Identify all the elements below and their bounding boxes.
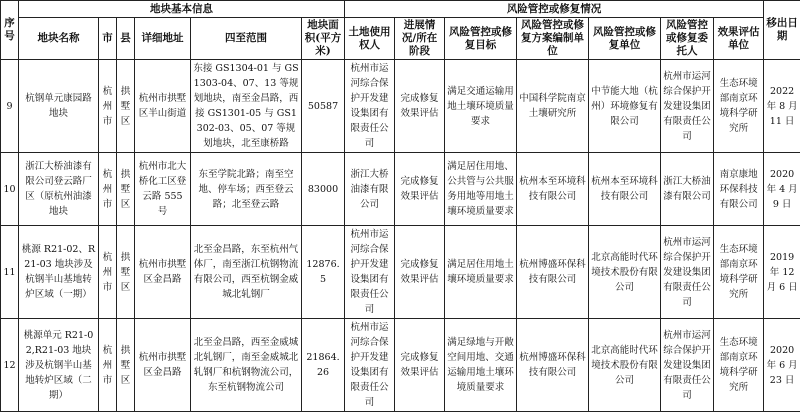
cell-county: 拱墅区	[117, 226, 135, 319]
header-county: 县	[117, 18, 135, 60]
cell-county: 拱墅区	[117, 60, 135, 153]
cell-plan-unit: 杭州博盛环保科技有限公司	[517, 319, 589, 412]
table-row	[1, 319, 800, 412]
cell-client: 杭州市运河综合保护开发建设集团有限责任公司	[661, 226, 714, 319]
cell-boundaries: 北至金昌路，东至杭州气体厂，南至浙江杭钢物流有限公司，西至杭钢金威城北轧钢厂	[191, 226, 302, 319]
header-client: 风险管控或修复委托人	[661, 18, 714, 60]
header-boundaries: 四至范围	[191, 18, 302, 60]
cell-area: 50587	[302, 60, 345, 153]
header-target: 风险管控或修复目标	[445, 18, 517, 60]
header-site-name: 地块名称	[19, 18, 99, 60]
cell-target: 满足交通运输用地土壤环境质量要求	[445, 60, 517, 153]
cell-land-user: 杭州市运河综合保护开发建设集团有限责任公司	[345, 60, 395, 153]
cell-city: 杭州市	[99, 319, 117, 412]
cell-area: 12876.5	[302, 226, 345, 319]
group-header-risk-control: 风险管控或修复情况	[345, 1, 764, 18]
cell-county: 拱墅区	[117, 319, 135, 412]
cell-client: 浙江大桥油漆有限公司	[661, 153, 714, 226]
cell-address: 杭州市拱墅区金昌路	[135, 319, 191, 412]
table-row	[1, 226, 800, 319]
cell-seq: 9	[1, 60, 19, 153]
cell-exec-unit: 北京高能时代环境技术股份有限公司	[589, 319, 661, 412]
header-land-user: 土地使用权人	[345, 18, 395, 60]
cell-site-name: 桃源 R21-02、R21-03 地块涉及杭钢半山基地转炉区域（一期）	[19, 226, 99, 319]
cell-area: 83000	[302, 153, 345, 226]
cell-eval-unit: 生态环境部南京环境科学研究所	[714, 60, 764, 153]
cell-address: 杭州市拱墅区金昌路	[135, 226, 191, 319]
cell-city: 杭州市	[99, 226, 117, 319]
cell-area: 21864.26	[302, 319, 345, 412]
cell-plan-unit: 杭州本至环境科技有限公司	[517, 153, 589, 226]
header-seq: 序号	[1, 1, 19, 60]
header-exec-unit: 风险管控或修复单位	[589, 18, 661, 60]
cell-plan-unit: 杭州博盛环保科技有限公司	[517, 226, 589, 319]
table-row	[1, 153, 800, 226]
cell-boundaries: 北至金昌路，西至金威城北轧钢厂，南至金威城北轧钢厂和杭钢物流公司，东至杭钢物流公司	[191, 319, 302, 412]
cell-boundaries: 东至学院北路；南至空地、停车场；西至登云路；北至登云路	[191, 153, 302, 226]
cell-exec-unit: 中节能大地（杭州）环境修复有限公司	[589, 60, 661, 153]
cell-removal-date: 2022 年 8 月 11 日	[764, 60, 800, 153]
cell-land-user: 杭州市运河综合保护开发建设集团有限责任公司	[345, 319, 395, 412]
cell-target: 满足居住用地、公共管与公共服务用地等用地土壤环境质量要求	[445, 153, 517, 226]
cell-removal-date: 2020 年 4 月 9 日	[764, 153, 800, 226]
header-progress-stage: 进展情况/所在阶段	[395, 18, 445, 60]
cell-site-name: 桃源单元 R21-02,R21-03 地块涉及杭钢半山基地转炉区域（二期）	[19, 319, 99, 412]
group-header-basic-info: 地块基本信息	[19, 1, 345, 18]
cell-progress-stage: 完成修复效果评估	[395, 226, 445, 319]
cell-boundaries: 东接 GS1304-01 与 GS1303-04、07、13 等规划地块，南至金昌路，西接 GS1301-05 与 GS1302-03、05、07 等规划地块，北至康桥路	[191, 60, 302, 153]
header-city: 市	[99, 18, 117, 60]
cell-progress-stage: 完成修复效果评估	[395, 319, 445, 412]
table-row	[1, 60, 800, 153]
cell-eval-unit: 生态环境部南京环境科学研究所	[714, 226, 764, 319]
cell-target: 满足居住用地土壤环境质量要求	[445, 226, 517, 319]
header-removal-date: 移出日期	[764, 1, 800, 60]
cell-county: 拱墅区	[117, 153, 135, 226]
cell-city: 杭州市	[99, 60, 117, 153]
cell-seq: 11	[1, 226, 19, 319]
cell-land-user: 杭州市运河综合保护开发建设集团有限责任公司	[345, 226, 395, 319]
cell-eval-unit: 南京康地环保科技有限公司	[714, 153, 764, 226]
header-eval-unit: 效果评估单位	[714, 18, 764, 60]
cell-progress-stage: 完成修复效果评估	[395, 60, 445, 153]
cell-eval-unit: 生态环境部南京环境科学研究所	[714, 319, 764, 412]
cell-client: 杭州市运河综合保护开发建设集团有限责任公司	[661, 60, 714, 153]
cell-address: 杭州市北大桥化工区登云路 555 号	[135, 153, 191, 226]
cell-address: 杭州市拱墅区半山街道	[135, 60, 191, 153]
cell-city: 杭州市	[99, 153, 117, 226]
cell-plan-unit: 中国科学院南京土壤研究所	[517, 60, 589, 153]
cell-seq: 10	[1, 153, 19, 226]
cell-exec-unit: 北京高能时代环境技术股份有限公司	[589, 226, 661, 319]
cell-site-name: 杭钢单元康园路地块	[19, 60, 99, 153]
header-area: 地块面积(平方米)	[302, 18, 345, 60]
cell-removal-date: 2020 年 6 月 23 日	[764, 319, 800, 412]
cell-seq: 12	[1, 319, 19, 412]
cell-removal-date: 2019 年 12 月 6 日	[764, 226, 800, 319]
cell-exec-unit: 杭州本至环境科技有限公司	[589, 153, 661, 226]
header-plan-unit: 风险管控或修复方案编制单位	[517, 18, 589, 60]
cell-progress-stage: 完成修复效果评估	[395, 153, 445, 226]
cell-target: 满足绿地与开敞空间用地、交通运输用地土壤环境质量要求	[445, 319, 517, 412]
header-address: 详细地址	[135, 18, 191, 60]
cell-client: 杭州市运河综合保护开发建设集团有限责任公司	[661, 319, 714, 412]
cell-land-user: 浙江大桥油漆有限公司	[345, 153, 395, 226]
cell-site-name: 浙江大桥油漆有限公司登云路厂区（原杭州油漆地块	[19, 153, 99, 226]
